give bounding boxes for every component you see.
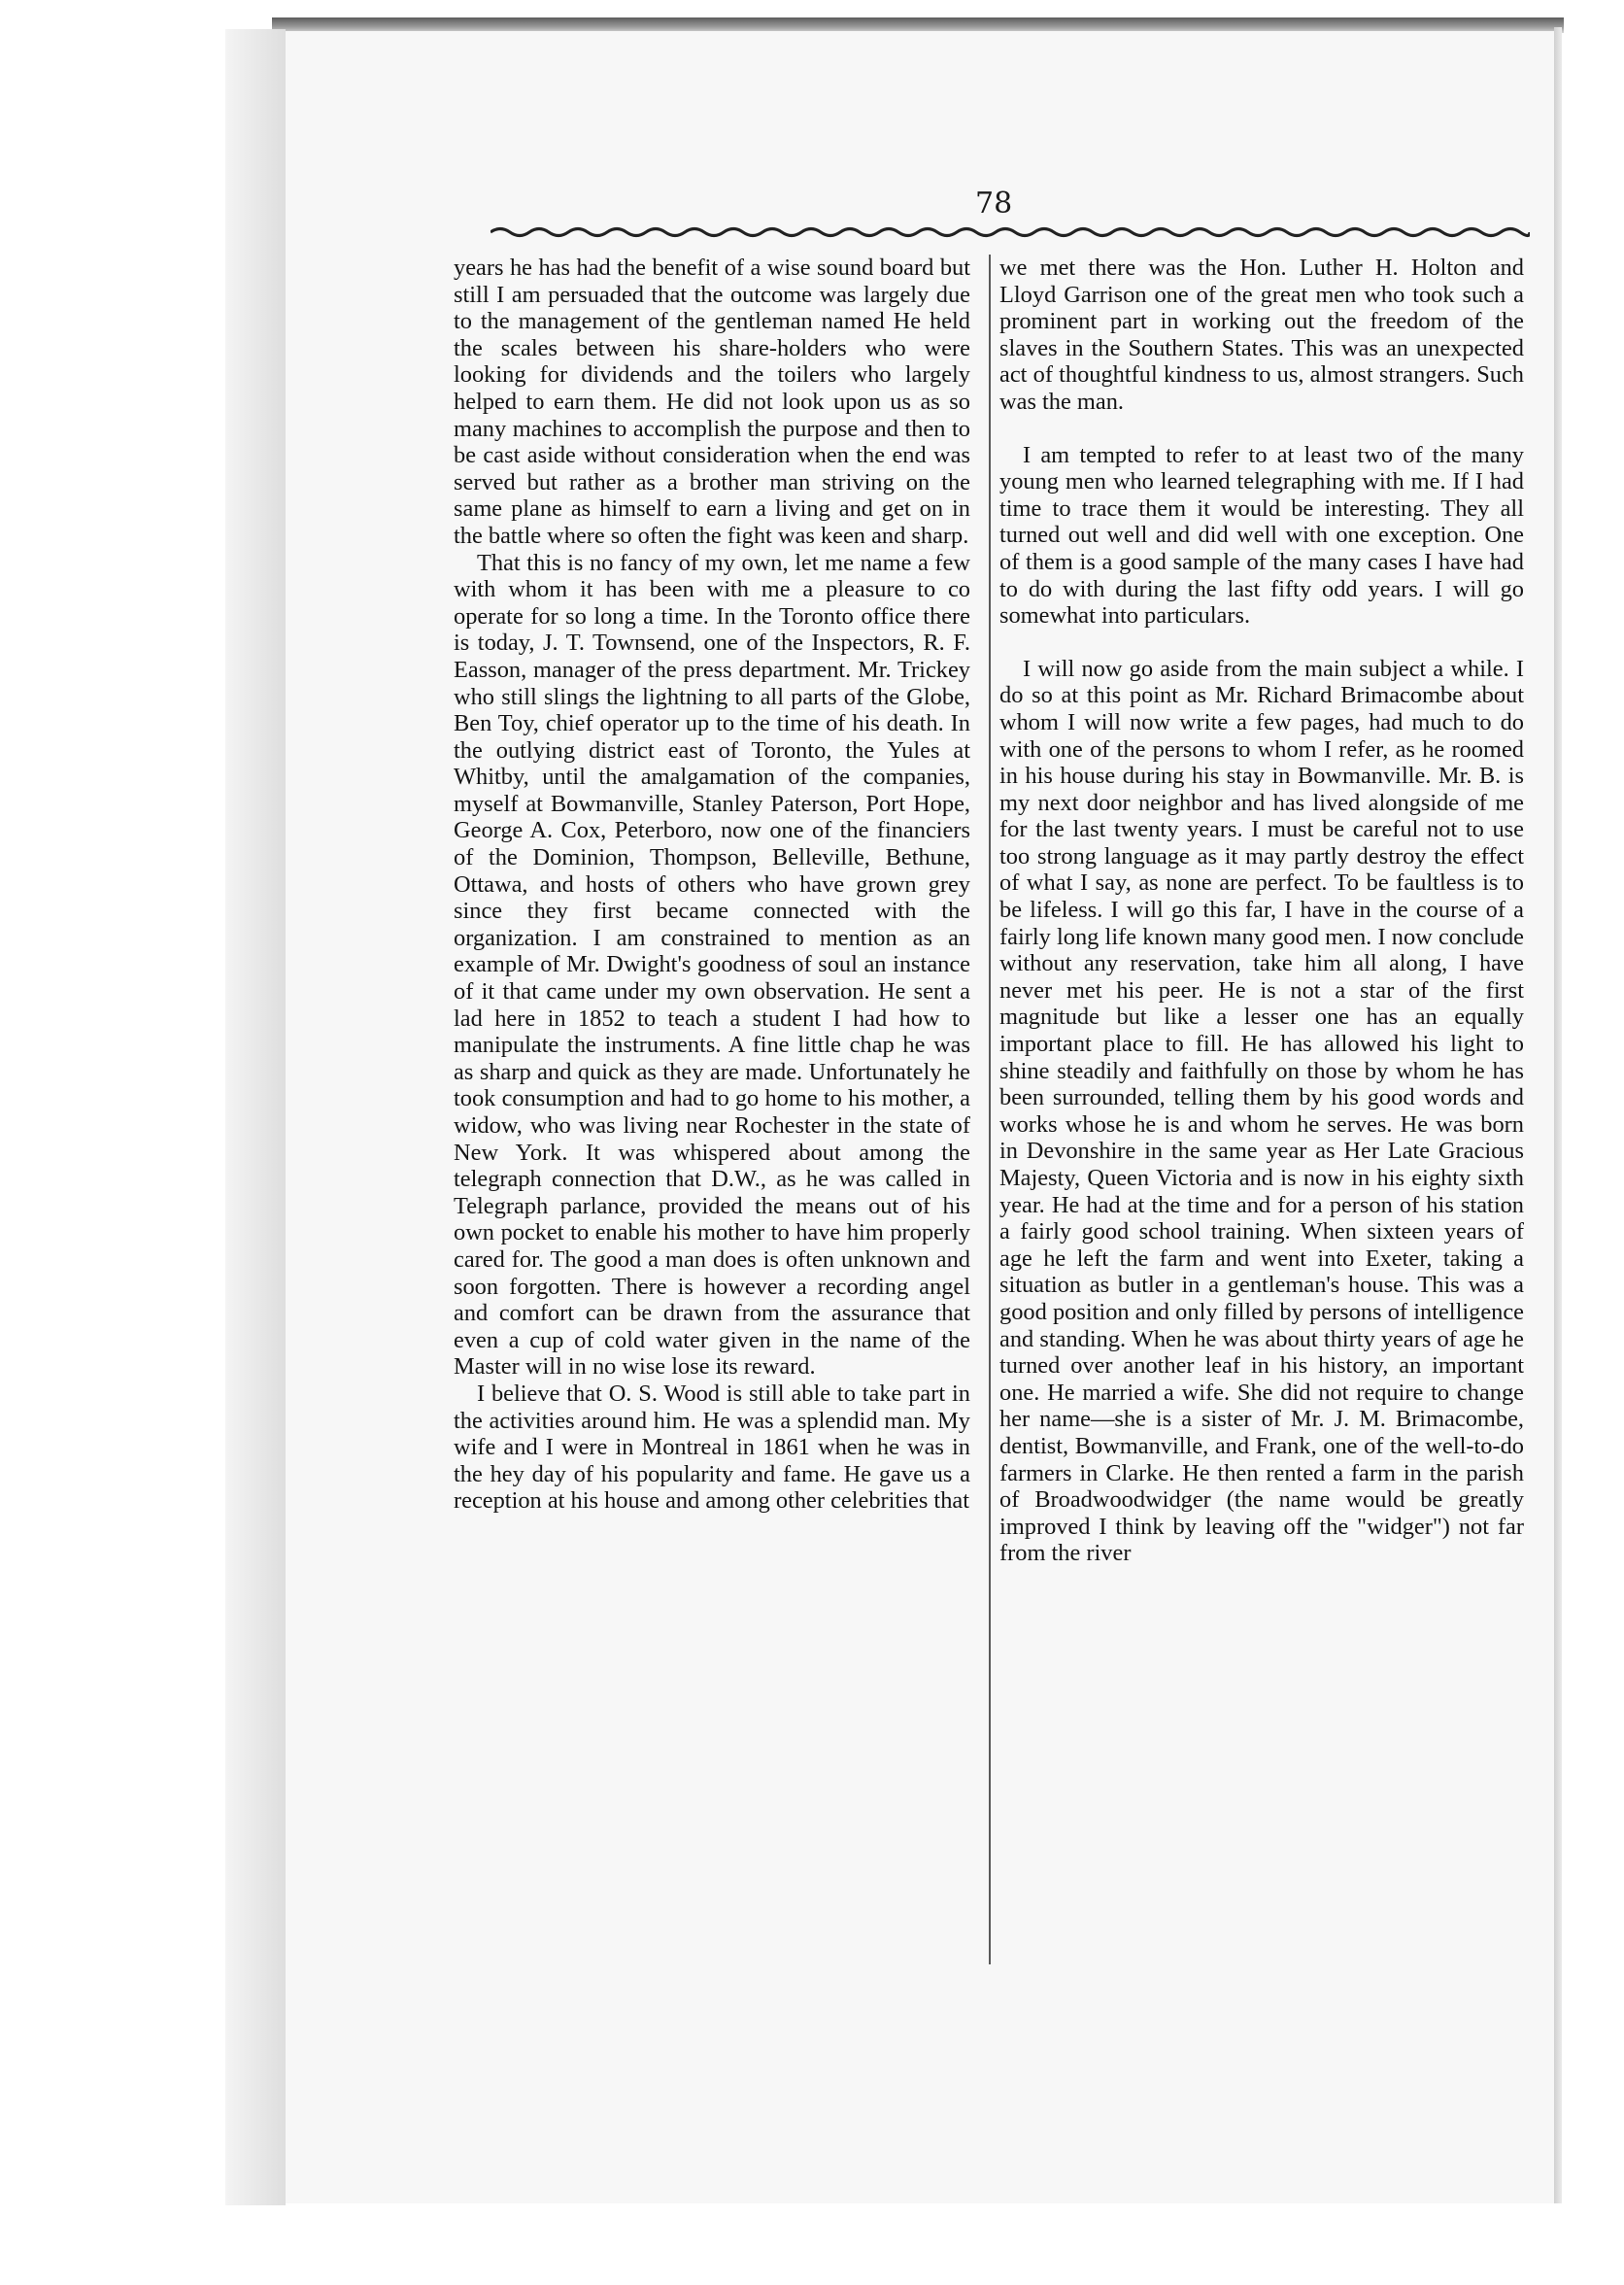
right-text-column [999,255,1524,1567]
paragraph: we met there was the Hon. Luther H. Holton and Lloyd Garrison one of the great men who took such a prominent part in working out the freedom of the slaves in the Southern States. This was an unexpected act of thoughtful kindness to us, almost strangers. Such was the man. [999,255,1524,415]
paragraph: I am tempted to refer to at least two of the many young men who learned telegraphing with me. If I had time to trace them it would be interesting. They all turned out well and did well with one exception. One of them is a good sample of the many cases I have had to do with during the last fifty odd years. I will go somewhat into particulars. [999,441,1524,630]
page-number: 78 [975,187,1013,221]
left-text-column [454,255,970,1515]
paragraph: I believe that O. S. Wood is still able to take part in the activities around him. He was a splendid man. My wife and I were in Montreal in 1861 when he was in the hey day of his popularity and fame. He gave us a reception at his house and among other celebrities that [454,1380,970,1515]
decorative-wavy-rule [491,220,1530,241]
paragraph: I will now go aside from the main subject a while. I do so at this point as Mr. Richard Brimacombe about whom I will now write a few pages, had much to do with one of the persons to whom I refer, as he roomed in his house during his stay in Bowmanville. Mr. B. is my next door neighbor and has lived alongside of me for the last twenty years. I must be careful not to use too strong language as it may partly destroy the effect of what I say, as none are perfect. To be faultless is to be lifeless. I will go this far, I have in the course of a fairly long life known many good men. I now conclude without any reservation, take him all along, I have never met his peer. He is not a star of the first magnitude but like a lesser one has an equally important place to fill. He has allowed his light to shine steadily and faithfully on those by whom he has been surrounded, telling them by his good words and works whose he is and whom he serves. He was born in Devonshire in the same year as Her Late Gracious Majesty, Queen Victoria and is now in his eighty sixth year. He had at the time and for a person of his station a fairly good school training. When sixteen years of age he left the farm and went into Exeter, taking a situation as butler in a gentleman's house. This was a good position and only filled by persons of intelligence and standing. When he was about thirty years of age he turned over another leaf in his history, an important one. He married a wife. She did not require to change her name—she is a sister of Mr. J. M. Brimacombe, dentist, Bowmanville, and Frank, one of the well-to-do farmers in Clarke. He then rented a farm in the parish of Broadwoodwidger (the name would be greatly improved I think by leaving off the "widger") not far from the river [999,655,1524,1567]
paragraph: years he has had the benefit of a wise sound board but still I am persuaded that the outcome was largely due to the management of the gentleman named He held the scales between his share-holders who were looking for dividends and the toilers who largely helped to earn them. He did not look upon us as so many machines to accomplish the purpose and then to be cast aside without consideration when the end was served but rather as a brother man striving on the same plane as himself to earn a living and get on in the battle where so often the fight was keen and sharp. [454,255,970,549]
page-right-edge [1554,27,1562,2203]
column-divider [989,255,991,1964]
page-gutter-shadow [225,29,286,2205]
paragraph: That this is no fancy of my own, let me name a few with whom it has been with me a pleasure to co operate for so long a time. In the Toronto office there is today, J. T. Townsend, one of the Inspectors, R. F. Easson, manager of the press department. Mr. Trickey who still slings the lightning to all parts of the Globe, Ben Toy, chief operator up to the time of his death. In the outlying district east of Toronto, the Yules at Whitby, until the amalgamation of the companies, myself at Bowmanville, Stanley Paterson, Port Hope, George A. Cox, Peterboro, now one of the financiers of the Dominion, Thompson, Belleville, Bethune, Ottawa, and hosts of others who have grown grey since they first became connected with the organization. I am constrained to mention as an example of Mr. Dwight's goodness of soul an instance of it that came under my own observation. He sent a lad here in 1852 to teach a student I had how to manipulate the instruments. A fine little chap he was as sharp and quick as they are made. Unfortunately he took consumption and had to go home to his mother, a widow, who was living near Rochester in the state of New York. It was whispered about among the telegraph connection that D.W., as he was called in Telegraph parlance, provided the means out of his own pocket to enable his mother to have him properly cared for. The good a man does is often unknown and soon forgotten. There is however a recording angel and comfort can be drawn from the assurance that even a cup of cold water given in the name of the Master will in no wise lose its reward. [454,549,970,1381]
